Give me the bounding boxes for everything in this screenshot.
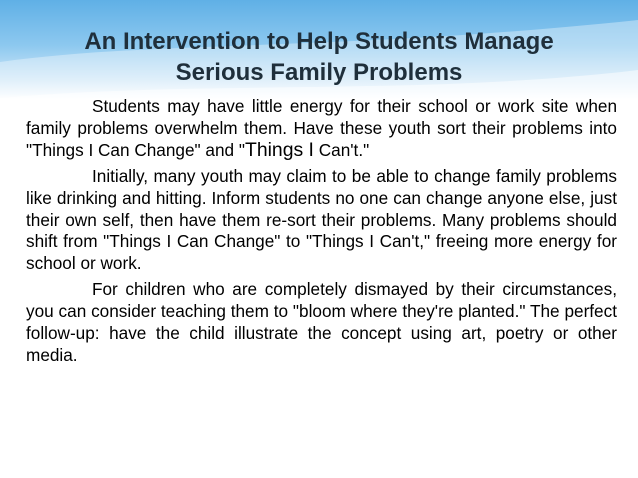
paragraph-resort: Initially, many youth may claim to be able to change family problems like drinking and hitting. Inform students no one can change anyone else, just their own self, then have them re-sort their problems. Many problems should shift from "Things I Can Change" to "Things I Can't," freeing more energy for school or work.	[26, 165, 617, 274]
slide-title-line-2: Serious Family Problems	[175, 59, 463, 86]
slide-title	[0, 26, 638, 88]
paragraph-energy-large-text: Things I	[244, 138, 314, 161]
paragraph-energy	[26, 96, 617, 162]
slide-body	[26, 96, 617, 371]
paragraph-energy-end: Can't."	[313, 139, 370, 160]
slide-title-line-1: An Intervention to Help Students Manage	[84, 28, 554, 55]
paragraph-energy-text: Students may have little energy for their school or work site when family problems overwhelm them. Have these youth sort their problems into "Things I Can Change" and "	[26, 96, 617, 160]
paragraph-bloom: For children who are completely dismayed by their circumstances, you can consider teaching them to "bloom where they're planted." The perfect follow-up: have the child illustrate the concept using art, poetry or other media.	[26, 279, 617, 365]
